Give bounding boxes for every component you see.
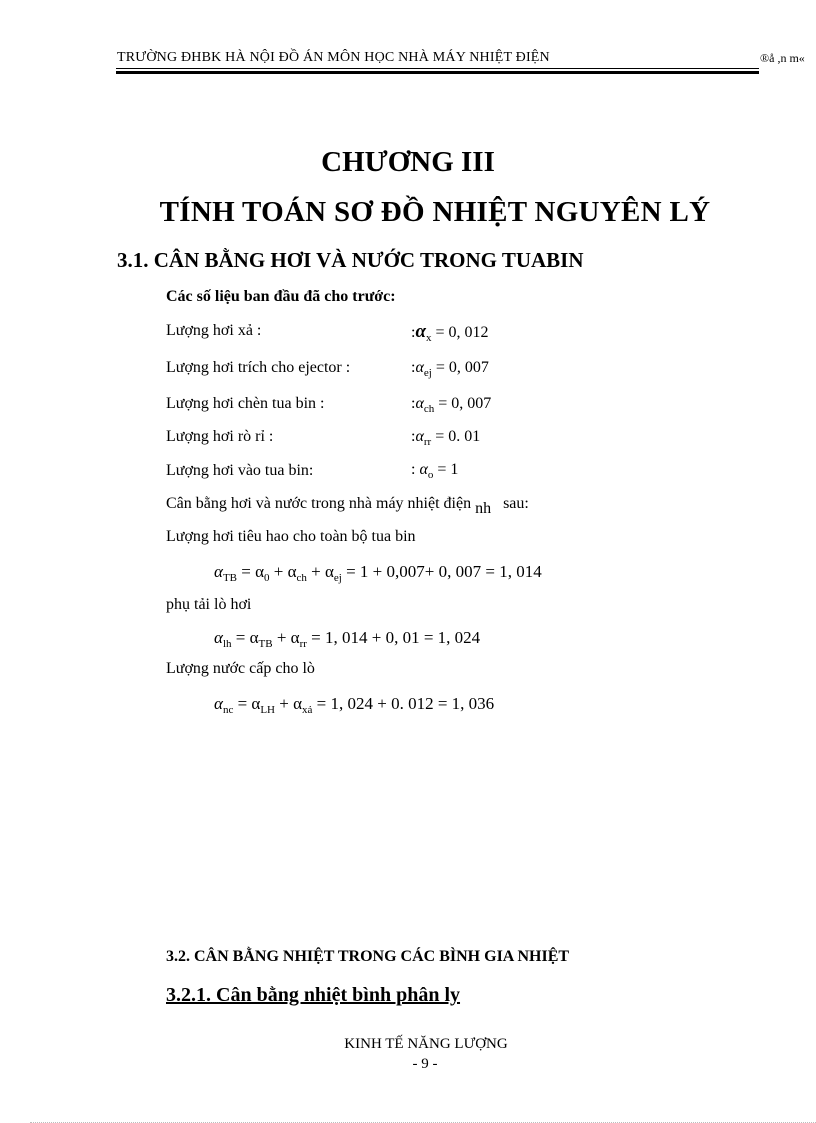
param-label: Lượng hơi rò rỉ : <box>166 428 274 445</box>
section-heading-3-1: 3.1. CÂN BẰNG HƠI VÀ NƯỚC TRONG TUABIN <box>117 248 584 272</box>
param-value: $:\alpha_{ej} = 0$, 007 <box>411 359 489 379</box>
chapter-number: CHƯƠNG III <box>321 146 495 178</box>
param-value: : $\alpha_o = 1$ <box>411 461 459 481</box>
param-label: Lượng hơi trích cho ejector : <box>166 359 351 376</box>
equation-alpha-lh: $\alpha_{lh} = \alpha_{TB} + \alpha_{rr} = 1$, 014 + 0, 01 = 1, 024 <box>214 628 481 650</box>
param-value: $:\alpha_{ch} = 0$, 007 <box>411 395 492 415</box>
param-label: Lượng hơi chèn tua bin : <box>166 395 325 412</box>
header-rule-thin <box>116 68 759 69</box>
given-data-intro: Các số liệu ban đầu đã cho trước: <box>166 288 396 305</box>
header-rule-thick <box>116 71 759 74</box>
consumption-label: Lượng hơi tiêu hao cho toàn bộ tua bin <box>166 528 416 545</box>
param-value: $:\alpha_x = 0$, 012 <box>411 321 489 344</box>
header-title: TRƯỜNG ĐHBK HÀ NỘI ĐỒ ÁN MÔN HỌC NHÀ MÁY NHIỆT ĐIỆN <box>117 50 550 65</box>
page-number: - 9 - <box>412 1056 438 1072</box>
equation-alpha-tb: $\alpha_{TB} = \alpha_0 + \alpha_{ch} + \alpha_{ej} = 1 + 0,007+ 0$, 007 = 1, 014 <box>214 562 542 584</box>
section-heading-3-2: 3.2. CÂN BẰNG NHIỆT TRONG CÁC BÌNH GIA NHIỆT <box>166 948 570 965</box>
footer-text: KINH TẾ NĂNG LƯỢNG <box>344 1036 508 1052</box>
param-label: Lượng hơi xả : <box>166 322 262 339</box>
boiler-load-label: phụ tải lò hơi <box>166 596 252 613</box>
param-label: Lượng hơi vào tua bin: <box>166 462 314 479</box>
balance-statement: Cân bằng hơi và nước trong nhà máy nhiệt điện nh sau: <box>166 495 529 517</box>
header-right-text: ®å ,n m« <box>760 51 805 65</box>
chapter-title: TÍNH TOÁN SƠ ĐỒ NHIỆT NGUYÊN LÝ <box>159 196 711 228</box>
equation-alpha-nc: $\alpha_{nc} = \alpha_{LH} + \alpha_{xả} = 1$, 024 + 0. 012 = 1, 036 <box>214 694 495 716</box>
feedwater-label: Lượng nước cấp cho lò <box>166 660 315 677</box>
param-value: $:\alpha_{rr} = 0$. 01 <box>411 428 481 448</box>
subsection-heading-3-2-1: 3.2.1. Cân bằng nhiệt bình phân ly <box>166 984 461 1006</box>
